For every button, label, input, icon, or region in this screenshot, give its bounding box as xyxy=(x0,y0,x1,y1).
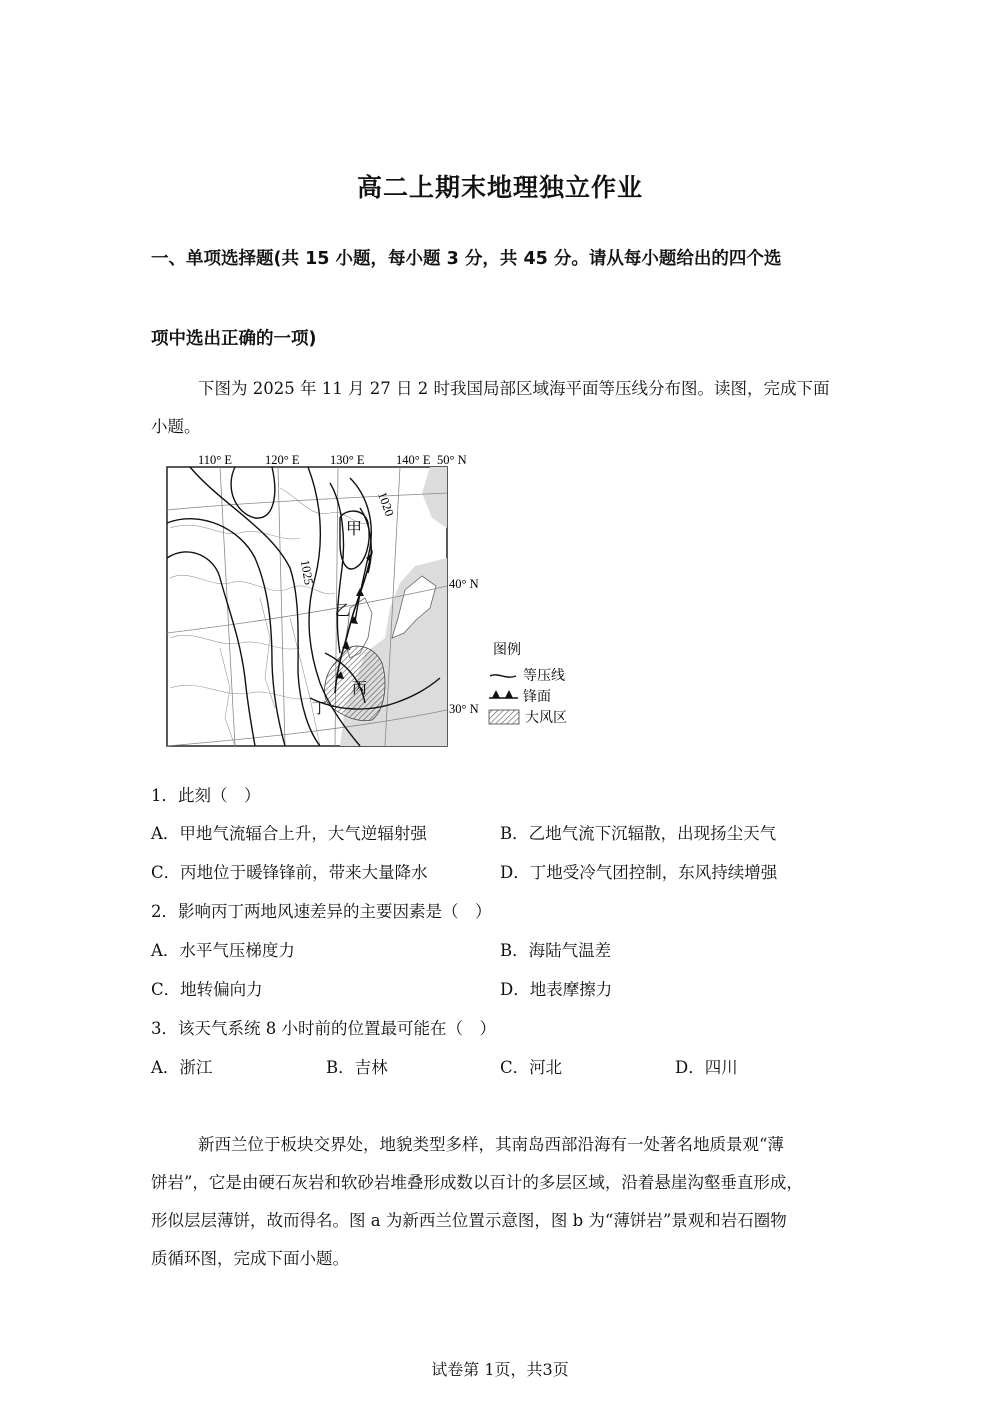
question-2-option-d[interactable]: D．地表摩擦力 xyxy=(500,980,613,999)
passage2-line1: 新西兰位于板块交界处，地貌类型多样，其南岛西部沿海有一处著名地质景观“薄 xyxy=(198,1135,784,1154)
isobar-map-figure xyxy=(160,448,590,753)
legend-wind-symbol xyxy=(489,710,519,724)
question-1-option-b[interactable]: B．乙地气流下沉辐散，出现扬尘天气 xyxy=(500,824,777,843)
page-title: 高二上期末地理独立作业 xyxy=(356,173,643,202)
question-2-option-c[interactable]: C．地转偏向力 xyxy=(151,980,263,999)
question-3-option-c[interactable]: C．河北 xyxy=(500,1058,563,1077)
place-label-bing: 丙 xyxy=(352,681,368,697)
map-legend xyxy=(489,642,567,726)
question-1-option-d[interactable]: D．丁地受冷气团控制，东风持续增强 xyxy=(500,863,778,882)
lon-label: 110° E xyxy=(198,453,233,467)
question-3-option-b[interactable]: B．吉林 xyxy=(326,1058,388,1077)
question-2-stem: 2．影响丙丁两地风速差异的主要因素是（ ） xyxy=(151,902,492,921)
legend-front-label: 锋面 xyxy=(523,690,551,705)
section-heading-line2: 项中选出正确的一项) xyxy=(151,329,317,349)
lat-label: 40° N xyxy=(449,577,479,591)
lat-label: 30° N xyxy=(449,702,479,716)
legend-isobar-label: 等压线 xyxy=(523,669,565,684)
isobar-value-label: 1025 xyxy=(297,558,316,586)
passage2-line4: 质循环图，完成下面小题。 xyxy=(151,1249,349,1268)
legend-wind-label: 大风区 xyxy=(525,711,567,726)
legend-title: 图例 xyxy=(493,643,521,658)
lon-label: 130° E xyxy=(330,453,365,467)
question-3-stem: 3．该天气系统 8 小时前的位置最可能在（ ） xyxy=(151,1019,496,1038)
lon-label: 140° E xyxy=(396,453,431,467)
question-3-option-a[interactable]: A．浙江 xyxy=(151,1058,213,1077)
place-label-yi: 乙 xyxy=(335,603,351,619)
legend-front-symbol xyxy=(489,690,518,698)
page-footer: 试卷第 1页，共3页 xyxy=(431,1360,569,1379)
lon-label: 120° E xyxy=(265,453,300,467)
passage1-line1: 下图为 2025 年 11 月 27 日 2 时我国局部区域海平面等压线分布图。读图，完成下面 xyxy=(198,379,830,398)
legend-isobar-symbol xyxy=(490,675,516,677)
question-1-option-a[interactable]: A．甲地气流辐合上升，大气逆辐射强 xyxy=(151,824,427,843)
question-1-stem: 1．此刻（ ） xyxy=(151,786,261,805)
place-label-jia: 甲 xyxy=(346,521,363,538)
passage1-line2: 小题。 xyxy=(151,417,201,436)
passage2-line2: 饼岩”，它是由硬石灰岩和软砂岩堆叠形成数以百计的多层区域，沿着悬崖沟壑垂直形成， xyxy=(151,1173,803,1192)
place-label-ding: 丁 xyxy=(312,701,328,717)
passage2-line3: 形似层层薄饼，故而得名。图 a 为新西兰位置示意图，图 b 为“薄饼岩”景观和岩石圈物 xyxy=(151,1211,787,1230)
question-1-option-c[interactable]: C．丙地位于暖锋锋前，带来大量降水 xyxy=(151,863,428,882)
question-3-option-d[interactable]: D．四川 xyxy=(675,1058,738,1077)
isobar-value-label: 1020 xyxy=(375,489,397,519)
lat-label: 50° N xyxy=(437,453,467,467)
section-heading-line1: 一、单项选择题(共 15 小题，每小题 3 分，共 45 分。请从每小题给出的四个选 xyxy=(151,249,782,269)
question-2-option-a[interactable]: A．水平气压梯度力 xyxy=(151,941,295,960)
question-2-option-b[interactable]: B．海陆气温差 xyxy=(500,941,612,960)
